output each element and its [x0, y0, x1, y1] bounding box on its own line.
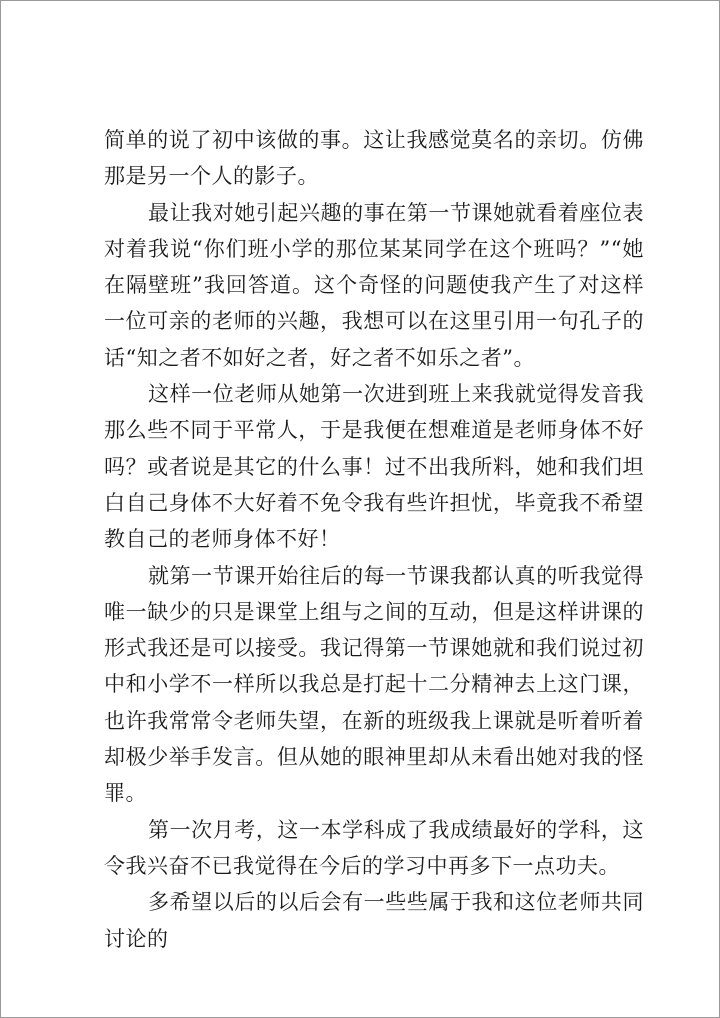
paragraph-interest: 最让我对她引起兴趣的事在第一节课她就看着座位表对着我说“你们班小学的那位某某同学在这个班吗？”“她在隔壁班”我回答道。这个奇怪的问题使我产生了对这样一位可亲的老师的兴趣，我想可以在这里引用一句孔子的话“知之者不如好之者，好之者不如乐之者”。 — [104, 200, 644, 370]
paragraph-classes: 就第一节课开始往后的每一节课我都认真的听我觉得唯一缺少的只是课堂上组与之间的互动，但是这样讲课的形式我还是可以接受。我记得第一节课她就和我们说过初中和小学不一样所以我总是打起十二分精神去上这门课，也许我常常令老师失望，在新的班级我上课就是听着听着却极少举手发言。但从她的眼神里却从未看出她对我的怪罪。 — [104, 563, 644, 806]
paragraph-exam: 第一次月考，这一本学科成了我成绩最好的学科，这令我兴奋不已我觉得在今后的学习中再多下一点功夫。 — [104, 817, 644, 878]
paragraph-continuation: 简单的说了初中该做的事。这让我感觉莫名的亲切。仿佛那是另一个人的影子。 — [104, 128, 644, 189]
paragraph-hope: 多希望以后的以后会有一些些属于我和这位老师共同讨论的 — [104, 890, 644, 951]
paragraph-voice: 这样一位老师从她第一次进到班上来我就觉得发音我那么些不同于平常人，于是我便在想难道是老师身体不好吗？或者说是其它的什么事！过不出我所料，她和我们坦白自己身体不大好着不免令我有些许担忧，毕竟我不希望教自己的老师身体不好！ — [104, 382, 644, 552]
page-content — [104, 122, 644, 957]
